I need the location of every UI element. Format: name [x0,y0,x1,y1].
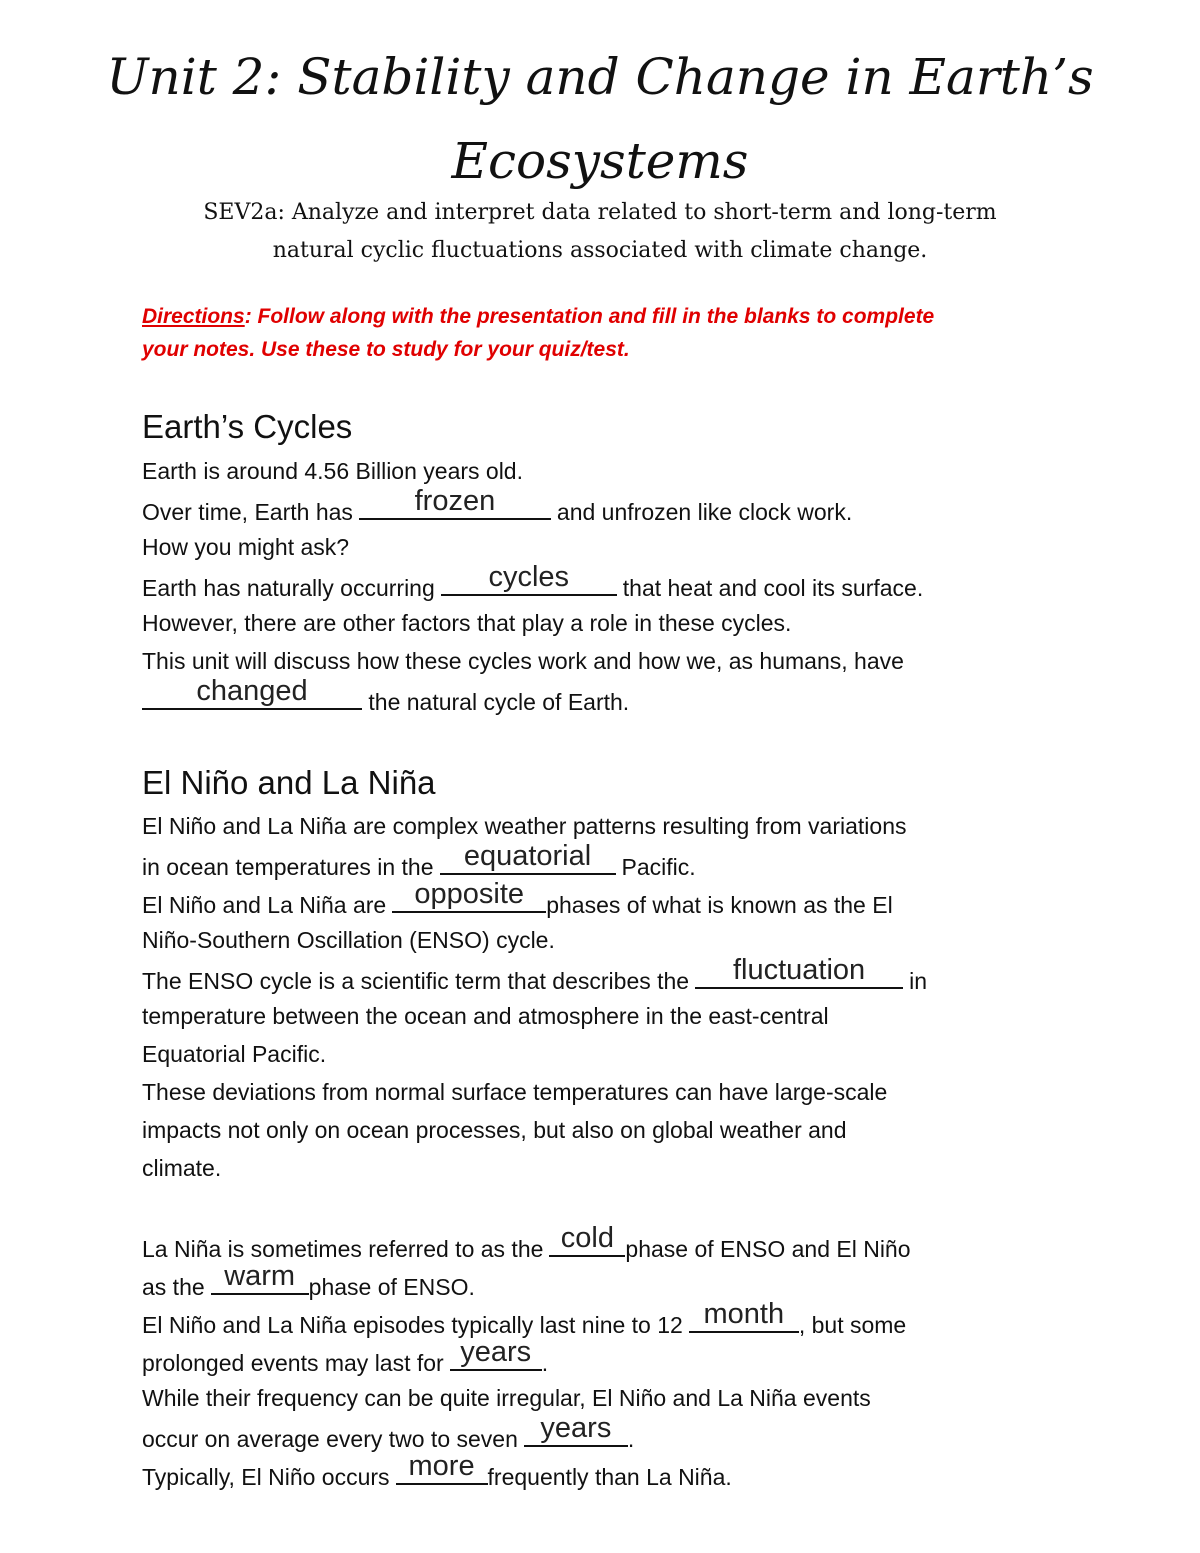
text-segment: prolonged events may last for [142,1350,444,1376]
text-line [142,1222,911,1262]
text-segment: frequently than La Niña. [487,1464,732,1490]
directions-text: : Follow along with the presentation and fill in the blanks to complete [244,305,935,328]
text-line: How you might ask? [142,534,350,560]
text-segment: The ENSO cycle is a scientific term that describes the [142,968,690,994]
text-line: Equatorial Pacific. [142,1041,327,1067]
text-line [142,561,924,601]
text-segment: that heat and cool its surface. [622,575,924,601]
text-line [142,485,853,525]
blank-answer: more [408,1450,475,1482]
directions-line-2: your notes. Use these to study for your quiz/test. [142,338,630,361]
fill-blank [211,1260,309,1295]
text-line [142,1336,549,1376]
blank-answer: years [540,1412,612,1444]
blank-answer: warm [224,1260,296,1292]
text-segment: . [541,1350,549,1376]
unit-title-line-2: Ecosystems [451,132,749,190]
directions-line-1 [142,306,934,327]
text-segment: Earth has naturally occurring [142,575,435,601]
text-line: impacts not only on ocean processes, but also on global weather and [142,1117,847,1143]
fill-blank [524,1412,628,1447]
text-segment: phase of ENSO. [308,1274,475,1300]
fill-blank [695,954,903,989]
fill-blank [440,840,616,875]
text-segment: El Niño and La Niña episodes typically last nine to 12 [142,1312,683,1338]
text-segment: Pacific. [621,854,696,880]
text-segment: Over time, Earth has [142,499,353,525]
blank-answer: years [460,1336,532,1368]
fill-blank [450,1336,542,1371]
text-line [142,675,630,715]
text-line [142,1298,907,1338]
text-segment: in ocean temperatures in the [142,854,434,880]
text-segment: phases of what is known as the El [546,892,893,918]
text-segment: in [909,968,927,994]
fill-blank [392,878,546,913]
section-heading-el-nino-la-nina: El Niño and La Niña [142,764,436,801]
directions-label: Directions [142,305,245,328]
fill-blank [142,675,362,710]
standard-line-1: SEV2a: Analyze and interpret data related to short-term and long-term [203,200,997,225]
fill-blank [396,1450,488,1485]
text-line: These deviations from normal surface temperatures can have large-scale [142,1079,888,1105]
blank-answer: equatorial [463,840,592,872]
blank-answer: fluctuation [732,954,866,986]
text-segment: and unfrozen like clock work. [556,499,853,525]
text-line: temperature between the ocean and atmosphere in the east-central [142,1003,829,1029]
unit-title-line-1: Unit 2: Stability and Change in Earth’s [106,48,1094,106]
fill-blank [689,1298,799,1333]
text-segment: Typically, El Niño occurs [142,1464,390,1490]
text-line [142,1412,635,1452]
text-line [142,840,696,880]
text-line [142,1260,475,1300]
blank-answer: cold [560,1222,614,1254]
text-segment: occur on average every two to seven [142,1426,518,1452]
blank-answer: changed [196,675,308,707]
text-line: This unit will discuss how these cycles work and how we, as humans, have [142,648,904,674]
fill-blank [441,561,617,596]
text-line: However, there are other factors that play a role in these cycles. [142,610,792,636]
text-line: Earth is around 4.56 Billion years old. [142,458,523,484]
fill-blank [549,1222,625,1257]
text-line: While their frequency can be quite irregular, El Niño and La Niña events [142,1385,871,1411]
text-segment: , but some [798,1312,907,1338]
text-segment: the natural cycle of Earth. [368,689,630,715]
blank-answer: frozen [414,485,496,517]
text-line [142,878,893,918]
text-segment: . [627,1426,635,1452]
text-segment: phase of ENSO and El Niño [625,1236,911,1262]
text-segment: as the [142,1274,205,1300]
text-line: climate. [142,1155,222,1181]
section-heading-earths-cycles: Earth’s Cycles [142,408,353,445]
text-line [142,954,927,994]
text-line: Niño-Southern Oscillation (ENSO) cycle. [142,927,555,953]
text-line [142,1450,732,1490]
blank-answer: opposite [414,878,525,910]
text-line: El Niño and La Niña are complex weather patterns resulting from variations [142,813,907,839]
standard-line-2: natural cyclic fluctuations associated with climate change. [272,238,928,263]
blank-answer: month [703,1298,785,1330]
blank-answer: cycles [488,561,570,593]
text-segment: La Niña is sometimes referred to as the [142,1236,544,1262]
fill-blank [359,485,551,520]
text-segment: El Niño and La Niña are [142,892,387,918]
